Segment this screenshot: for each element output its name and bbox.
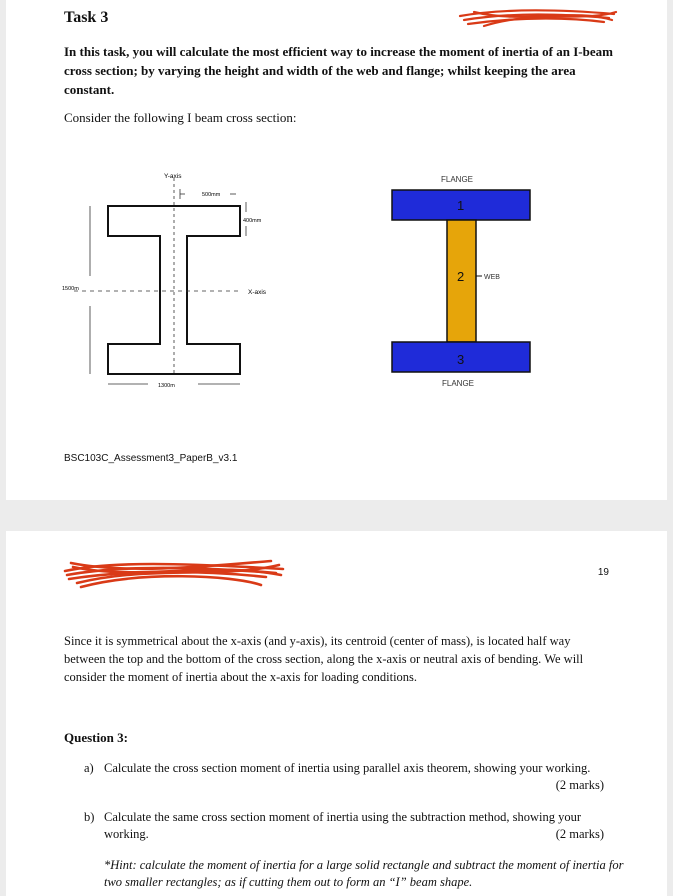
redaction-scribble-header — [61, 555, 291, 595]
page-1 — [6, 0, 667, 500]
page-2 — [6, 531, 667, 896]
number-1: 1 — [457, 198, 465, 213]
question-part-a — [84, 760, 604, 796]
dim-flange-label: 400mm — [243, 218, 262, 224]
redaction-scribble-top — [454, 2, 624, 32]
centroid-paragraph: Since it is symmetrical about the x-axis (and y-axis), its centroid (center of mass), is located half way between the top and the bottom of the cross section, along the x-axis or neutral axis of bending. We will consider the moment of inertia about the x-axis for loading conditions. — [64, 634, 584, 684]
part-a-text: Calculate the cross section moment of inertia using parallel axis theorem, showing your working. — [104, 761, 591, 775]
page-number: 19 — [597, 567, 609, 578]
part-b-text: Calculate the same cross section moment of inertia using the subtraction method, showing your working. — [104, 810, 581, 841]
x-axis-label: X-axis — [248, 289, 267, 296]
question-title: Question 3: — [64, 730, 128, 745]
part-a-marks: (2 marks) — [555, 778, 604, 792]
number-3: 3 — [457, 352, 465, 367]
task-intro: In this task, you will calculate the most efficient way to increase the moment of inertia of an I-beam cross section; by varying the height and width of the web and flange; whilst keeping the area constant. — [64, 44, 613, 97]
dim-width-label: 1300m — [158, 383, 175, 389]
ibeam-labeled-drawing — [378, 168, 578, 398]
part-b-label: b) — [84, 810, 95, 824]
question-part-b — [84, 809, 604, 845]
web-label: WEB — [484, 274, 500, 281]
number-2: 2 — [457, 269, 465, 284]
consider-text: Consider the following I beam cross section: — [64, 110, 297, 125]
ibeam-dimension-drawing — [60, 164, 320, 399]
task-title: Task 3 — [64, 9, 109, 26]
dim-height-label: 1500m — [62, 286, 79, 292]
dim-top-label: 500mm — [202, 192, 221, 198]
hint-text: *Hint: calculate the moment of inertia for a large solid rectangle and subtract the moment of inertia for two smaller rectangles; as if cutting them out to form an “I” beam shape. — [104, 858, 624, 889]
document-reference: BSC103C_Assessment3_PaperB_v3.1 — [64, 453, 238, 464]
part-a-label: a) — [84, 761, 94, 775]
top-flange-label: FLANGE — [441, 175, 474, 184]
bottom-flange-label: FLANGE — [442, 379, 475, 388]
y-axis-label: Y-axis — [164, 173, 182, 180]
part-b-marks: (2 marks) — [555, 827, 604, 841]
